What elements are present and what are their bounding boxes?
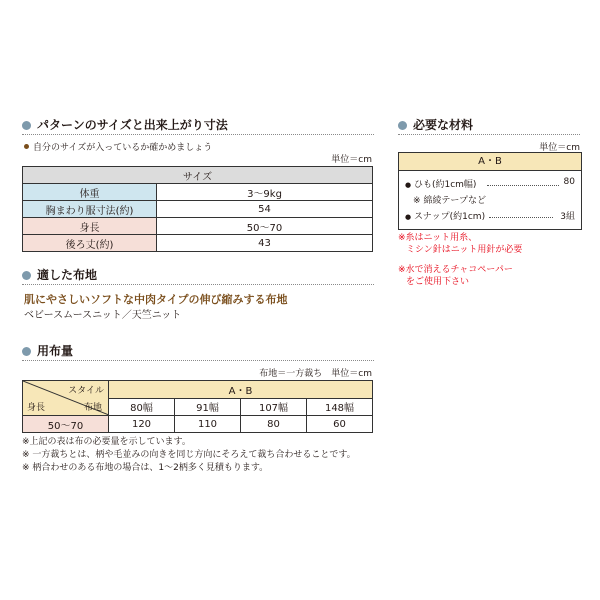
yardage-table	[22, 380, 373, 433]
materials-header: A・B	[399, 153, 581, 171]
leader-dots	[487, 185, 559, 186]
width-header: 80幅	[109, 398, 175, 416]
table-row	[23, 184, 373, 201]
table-row	[23, 201, 373, 218]
material-item: ● ひも(約1cm幅)	[405, 180, 477, 190]
table-row	[23, 416, 373, 433]
item-bullet-icon: ●	[405, 181, 412, 189]
fabric-types: ベビースムースニット／天竺ニット	[24, 310, 182, 321]
materials-notes: ※糸はニット用糸、 ミシン針はニット用針が必要 ※水で消えるチャコペーパー をご使用下さい	[398, 233, 523, 287]
width-header: 107幅	[241, 398, 307, 416]
width-header: 91幅	[175, 398, 241, 416]
row-value: 120	[109, 416, 175, 433]
table-row	[23, 218, 373, 235]
material-value: 3組	[560, 212, 575, 222]
row-value: 60	[307, 416, 373, 433]
item-bullet-icon: ●	[405, 213, 412, 221]
style-header: A・B	[109, 381, 373, 399]
row-value: 50〜70	[157, 218, 373, 235]
yardage-unit-note: 布地＝一方裁ち 単位＝cm	[259, 369, 372, 379]
leader-dots	[489, 217, 553, 218]
divider	[22, 284, 374, 285]
yardage-corner-cell	[23, 381, 109, 416]
materials-title: 必要な材料	[398, 116, 473, 133]
row-value: 3〜9kg	[157, 184, 373, 201]
row-value: 80	[241, 416, 307, 433]
bullet-dot-icon	[22, 347, 31, 356]
materials-unit: 単位＝cm	[539, 143, 580, 153]
size-table-unit: 単位＝cm	[331, 155, 372, 165]
row-value: 54	[157, 201, 373, 218]
row-label: 身長	[23, 218, 157, 235]
bullet-dot-icon	[22, 271, 31, 280]
row-height: 50〜70	[23, 416, 109, 433]
row-label: 胸まわり服寸法(約)	[23, 201, 157, 218]
row-value: 110	[175, 416, 241, 433]
material-value: 80	[563, 177, 575, 187]
table-row	[23, 235, 373, 252]
style-label: スタイル	[68, 386, 104, 396]
fabric-headline: 肌にやさしいソフトな中肉タイプの伸び縮みする布地	[24, 293, 288, 306]
yardage-notes: ※上記の表は布の必要量を示しています。 ※ 一方裁ちとは、柄や毛並みの向きを同じ方向にそろえて裁ち合わせることです。 ※ 柄合わせのある布地の場合は、1〜2柄多く見積もります。	[22, 437, 356, 473]
suitable-fabric-title: 適した布地	[22, 266, 97, 283]
divider	[22, 360, 374, 361]
row-label: 体重	[23, 184, 157, 201]
fabric-label: 布地	[83, 403, 102, 413]
bullet-dot-icon	[398, 121, 407, 130]
divider	[398, 134, 580, 135]
yardage-title: 用布量	[22, 342, 73, 359]
width-header: 148幅	[307, 398, 373, 416]
material-item: ● スナップ(約1cm)	[405, 212, 486, 222]
divider	[22, 134, 374, 135]
row-label: 後ろ丈(約)	[23, 235, 157, 252]
height-label: 身長	[27, 403, 46, 413]
material-subnote: ※ 綿綾テープなど	[413, 196, 486, 206]
size-table	[22, 166, 373, 252]
bullet-dot-icon	[22, 121, 31, 130]
materials-box	[398, 152, 582, 230]
size-table-header: サイズ	[23, 167, 373, 184]
pattern-size-title: パターンのサイズと出来上がり寸法	[22, 116, 228, 133]
row-value: 43	[157, 235, 373, 252]
note-bullet-icon	[24, 144, 29, 149]
size-check-note: 自分のサイズが入っているか確かめましょう	[24, 140, 212, 153]
